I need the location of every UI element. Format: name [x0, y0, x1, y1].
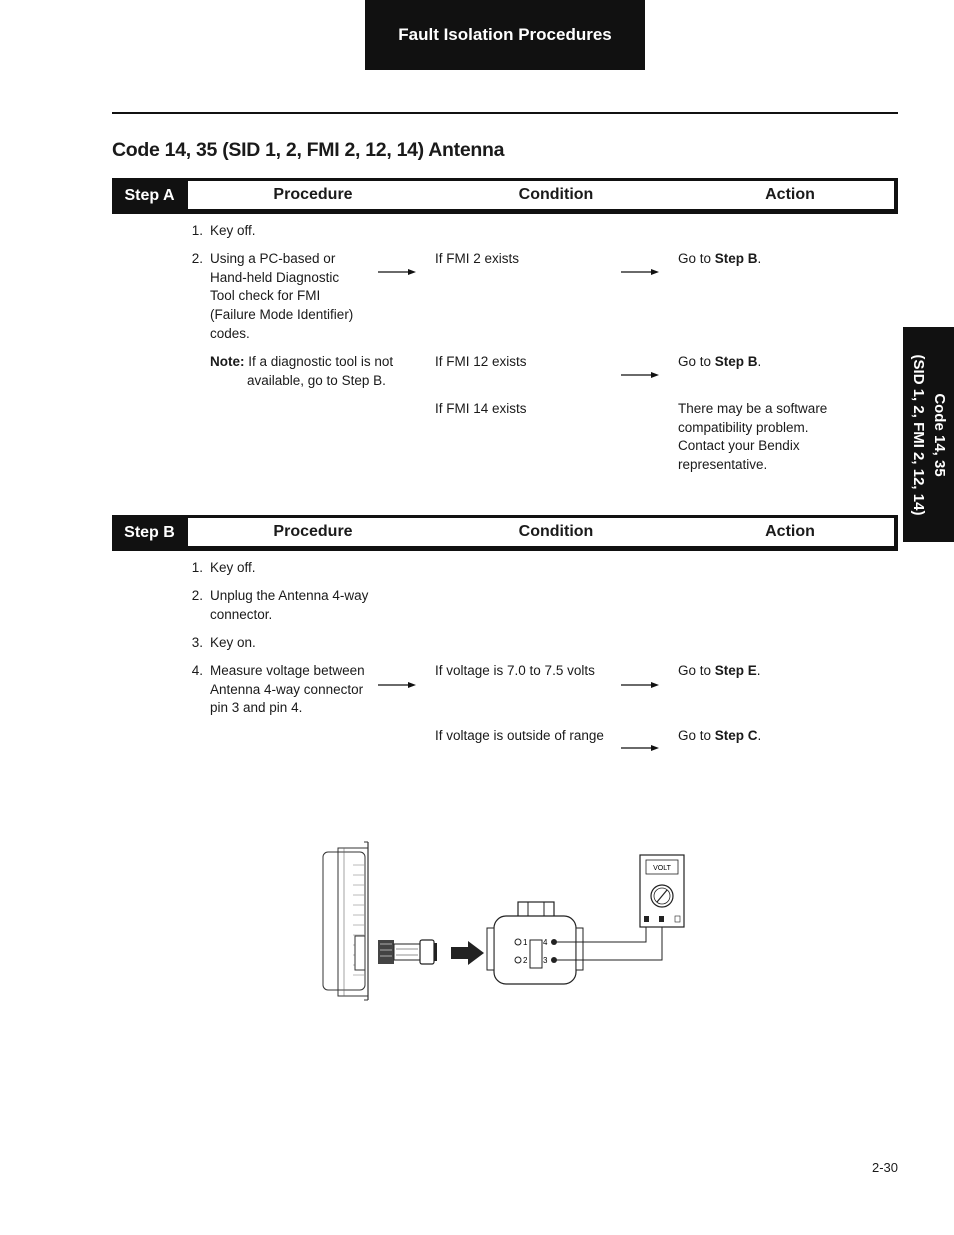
cable-connector-icon: [378, 940, 437, 964]
action-text: Go to: [678, 354, 715, 369]
section-header-tab: [365, 0, 645, 70]
step-a-p2-text: [210, 250, 353, 344]
page-title: Code 14, 35 (SID 1, 2, FMI 2, 12, 14) Antenna: [112, 139, 505, 161]
side-tab: [903, 327, 954, 542]
pin-2-label: 2: [523, 956, 528, 965]
note-label: Note:: [210, 354, 245, 369]
action-step-ref: Step C: [714, 728, 758, 743]
action-step-ref: Step B: [714, 251, 758, 266]
step-a-p2-line: Tool check for FMI: [210, 288, 321, 304]
action-line: compatibility problem.: [678, 419, 809, 435]
pin-3-label: 3: [543, 956, 548, 965]
step-a-p1-text: Key off.: [210, 223, 256, 238]
page-number: 2-30: [872, 1160, 899, 1175]
action-header: Action: [765, 523, 815, 540]
note-line2: available, go to Step B.: [247, 372, 386, 388]
step-a-action-2: [678, 353, 761, 372]
step-a-note: [210, 353, 393, 390]
ecu-module-icon: [323, 842, 368, 1000]
arrow-icon: [621, 744, 659, 752]
side-tab-text: [908, 354, 950, 515]
action-line: There may be a software: [678, 401, 828, 416]
condition-header: Condition: [518, 186, 594, 203]
note-line1: If a diagnostic tool is not: [248, 354, 394, 369]
step-a-column-headers: [188, 181, 894, 209]
arrow-icon: [378, 268, 416, 276]
step-b-p2-line: Unplug the Antenna 4-way: [210, 588, 369, 603]
action-text: .: [756, 663, 761, 678]
pin-1-label: 1: [523, 938, 528, 947]
antenna-voltage-diagram: [320, 840, 690, 1005]
step-a-condition-2: If FMI 12 exists: [435, 354, 527, 369]
step-b-label: Step B: [124, 524, 175, 541]
step-a-p2-line: (Failure Mode Identifier): [210, 307, 354, 323]
procedure-header: Procedure: [273, 523, 353, 540]
step-b-p4-number: 4.: [191, 663, 203, 678]
step-a-action-3: [678, 400, 827, 475]
step-a-condition-1: If FMI 2 exists: [435, 251, 520, 266]
action-header: Action: [765, 186, 815, 203]
side-tab-line2: (SID 1, 2, FMI 2, 12, 14): [909, 354, 927, 515]
step-a-p2-line: Hand-held Diagnostic: [210, 269, 340, 285]
step-b-p2-line: connector.: [210, 606, 273, 622]
header-rule: [112, 112, 898, 114]
step-b-p3-number: 3.: [191, 635, 203, 650]
action-line: Contact your Bendix: [678, 438, 800, 454]
arrow-icon: [621, 371, 659, 379]
step-b-p4-text: [210, 662, 365, 718]
step-a-label: Step A: [124, 187, 175, 204]
step-b-action-1: [678, 662, 761, 681]
action-text: .: [757, 251, 762, 266]
meter-volt-label: VOLT: [653, 865, 671, 872]
step-a-p2-number: 2.: [191, 251, 203, 266]
step-b-p4-line: Antenna 4-way connector: [210, 681, 364, 697]
step-a-p2-line: Using a PC-based or: [210, 251, 336, 266]
step-b-p1-number: 1.: [191, 560, 203, 575]
arrow-icon: [621, 268, 659, 276]
action-text: .: [757, 728, 762, 743]
step-b-header: [112, 515, 898, 551]
condition-header: Condition: [518, 523, 594, 540]
step-b-column-headers: [188, 518, 894, 546]
action-step-ref: Step E: [714, 663, 757, 678]
step-b-p2-text: [210, 587, 368, 624]
action-text: Go to: [678, 251, 715, 266]
antenna-4way-connector-icon: [487, 902, 583, 984]
step-a-action-1: [678, 250, 761, 269]
action-text: Go to: [678, 728, 715, 743]
action-text: .: [757, 354, 762, 369]
step-a-p1-number: 1.: [191, 223, 203, 238]
side-tab-line1: Code 14, 35: [930, 392, 948, 477]
step-b-action-2: [678, 727, 761, 746]
arrow-icon: [621, 681, 659, 689]
direction-arrow-icon: [451, 941, 484, 965]
step-a-header: [112, 178, 898, 214]
multimeter-icon: [640, 855, 684, 927]
step-a-condition-3: If FMI 14 exists: [435, 401, 527, 416]
step-b-condition-1: If voltage is 7.0 to 7.5 volts: [435, 663, 595, 678]
step-b-p4-line: pin 3 and pin 4.: [210, 700, 303, 716]
step-b-p4-line: Measure voltage between: [210, 663, 365, 678]
action-text: Go to: [678, 663, 715, 678]
pin-4-label: 4: [543, 938, 548, 947]
arrow-icon: [378, 681, 416, 689]
action-step-ref: Step B: [714, 354, 758, 369]
step-b-p2-number: 2.: [191, 588, 203, 603]
step-b-condition-2: If voltage is outside of range: [435, 728, 604, 743]
action-line: representative.: [678, 457, 768, 473]
procedure-header: Procedure: [273, 186, 353, 203]
section-header-title: Fault Isolation Procedures: [398, 25, 612, 44]
step-a-p2-line: codes.: [210, 325, 250, 341]
step-b-p1-text: Key off.: [210, 560, 256, 575]
step-b-p3-text: Key on.: [210, 635, 256, 650]
